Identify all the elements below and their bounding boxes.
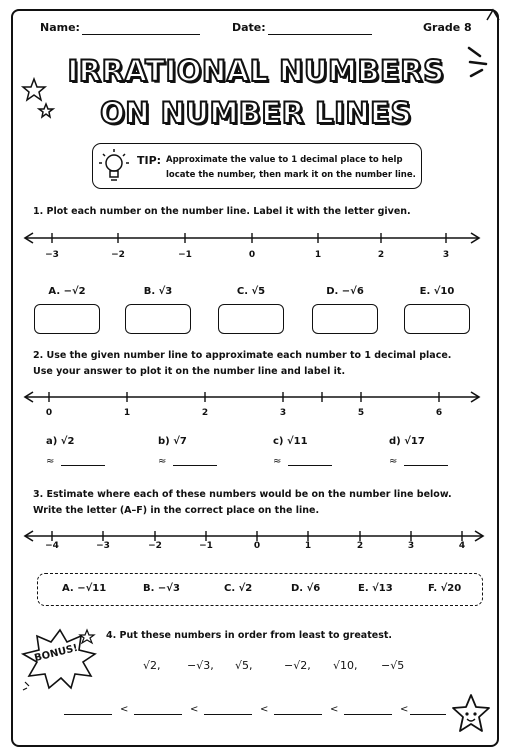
q1-answer-box[interactable] <box>34 304 100 334</box>
q2-approx-symbol: ≈ <box>158 456 167 467</box>
date-label: Date: <box>232 21 266 34</box>
q3-number-item: C. √2 <box>224 583 253 594</box>
q2-approx-symbol: ≈ <box>46 456 55 467</box>
q4-number-item: −√2, <box>284 659 311 672</box>
tick-label: −2 <box>111 250 125 260</box>
q1-item-label: D. −√6 <box>326 286 364 297</box>
q1-answer-box[interactable] <box>218 304 284 334</box>
lightbulb-icon <box>96 146 132 186</box>
q4-order-blank[interactable] <box>410 714 446 715</box>
tip-label: TIP: <box>137 154 162 167</box>
q4-order-blank[interactable] <box>64 714 112 715</box>
tick-label: 2 <box>201 408 209 418</box>
q2-instruction-line-1: 2. Use the given number line to approximate each number to 1 decimal place. <box>33 350 452 361</box>
q3-instruction-line-1: 3. Estimate where each of these numbers would be on the number line below. <box>33 489 452 500</box>
bonus-label: BONUS! <box>33 642 80 665</box>
q4-instruction: 4. Put these numbers in order from least to greatest. <box>106 630 393 641</box>
q3-number-item: B. −√3 <box>143 583 180 594</box>
q1-item-label: A. −√2 <box>48 286 86 297</box>
q1-item-label: E. √10 <box>419 286 455 297</box>
tick-label: 1 <box>304 541 312 551</box>
q2-answer-blank[interactable] <box>404 465 448 466</box>
tip-text-line-1: Approximate the value to 1 decimal place to help <box>166 155 403 165</box>
tick-label: −1 <box>178 250 192 260</box>
tick-label: 5 <box>357 408 365 418</box>
tick-label: −3 <box>45 250 59 260</box>
less-than-symbol: < <box>120 704 129 715</box>
date-field[interactable] <box>268 34 372 35</box>
q4-order-blank[interactable] <box>204 714 252 715</box>
q2-answer-blank[interactable] <box>61 465 105 466</box>
sparkle-lines-icon <box>466 44 492 84</box>
tick-label: 6 <box>435 408 443 418</box>
tick-label: 3 <box>407 541 415 551</box>
tick-label: −3 <box>96 541 110 551</box>
less-than-symbol: < <box>400 704 409 715</box>
name-label: Name: <box>40 21 80 34</box>
q4-order-blank[interactable] <box>134 714 182 715</box>
less-than-symbol: < <box>190 704 199 715</box>
q2-approx-symbol: ≈ <box>273 456 282 467</box>
q3-number-item: D. √6 <box>291 583 321 594</box>
tick-label: −4 <box>45 541 59 551</box>
q4-number-item: √5, <box>235 659 253 672</box>
q1-answer-box[interactable] <box>404 304 470 334</box>
tick-label: 1 <box>314 250 322 260</box>
q1-instruction: 1. Plot each number on the number line. Label it with the letter given. <box>33 206 411 217</box>
q4-order-blank[interactable] <box>274 714 322 715</box>
corner-sparkle-icon <box>483 8 503 22</box>
q3-number-item: A. −√11 <box>62 583 107 594</box>
q2-answer-blank[interactable] <box>288 465 332 466</box>
q2-number-line[interactable] <box>0 385 512 409</box>
smiling-star-icon <box>449 692 493 736</box>
tip-text-line-2: locate the number, then mark it on the number line. <box>166 170 416 180</box>
star-doodle-icon <box>20 76 60 126</box>
q4-number-item: √2, <box>143 659 161 672</box>
q4-number-item: −√3, <box>187 659 214 672</box>
q4-number-item: −√5 <box>381 659 405 672</box>
q1-item-label: C. √5 <box>236 286 266 297</box>
q2-item-label: d) √17 <box>389 436 425 447</box>
tick-label: −1 <box>199 541 213 551</box>
q4-number-item: √10, <box>333 659 358 672</box>
tick-label: −2 <box>148 541 162 551</box>
tick-label: 3 <box>279 408 287 418</box>
q3-number-item: F. √20 <box>428 583 462 594</box>
title-line-1: IRRATIONAL NUMBERS <box>67 54 445 88</box>
tick-label: 0 <box>248 250 256 260</box>
tick-label: 2 <box>356 541 364 551</box>
tick-label: 4 <box>458 541 466 551</box>
q4-order-blank[interactable] <box>344 714 392 715</box>
title-line-2: ON NUMBER LINES <box>100 96 412 130</box>
q2-approx-symbol: ≈ <box>389 456 398 467</box>
q2-instruction-line-2: Use your answer to plot it on the number line and label it. <box>33 366 346 377</box>
name-field[interactable] <box>82 34 200 35</box>
tick-label: 3 <box>442 250 450 260</box>
q1-answer-box[interactable] <box>125 304 191 334</box>
q3-instruction-line-2: Write the letter (A–F) in the correct place on the line. <box>33 505 320 516</box>
q2-item-label: c) √11 <box>273 436 308 447</box>
q2-answer-blank[interactable] <box>173 465 217 466</box>
q2-item-label: b) √7 <box>158 436 187 447</box>
q1-item-label: B. √3 <box>143 286 173 297</box>
q3-number-item: E. √13 <box>358 583 393 594</box>
tick-label: 1 <box>123 408 131 418</box>
q1-number-line[interactable] <box>0 226 512 250</box>
tick-label: 0 <box>253 541 261 551</box>
less-than-symbol: < <box>330 704 339 715</box>
grade-label: Grade 8 <box>423 21 472 34</box>
tick-label: 0 <box>45 408 53 418</box>
tick-label: 2 <box>377 250 385 260</box>
q2-item-label: a) √2 <box>46 436 75 447</box>
less-than-symbol: < <box>260 704 269 715</box>
q1-answer-box[interactable] <box>312 304 378 334</box>
